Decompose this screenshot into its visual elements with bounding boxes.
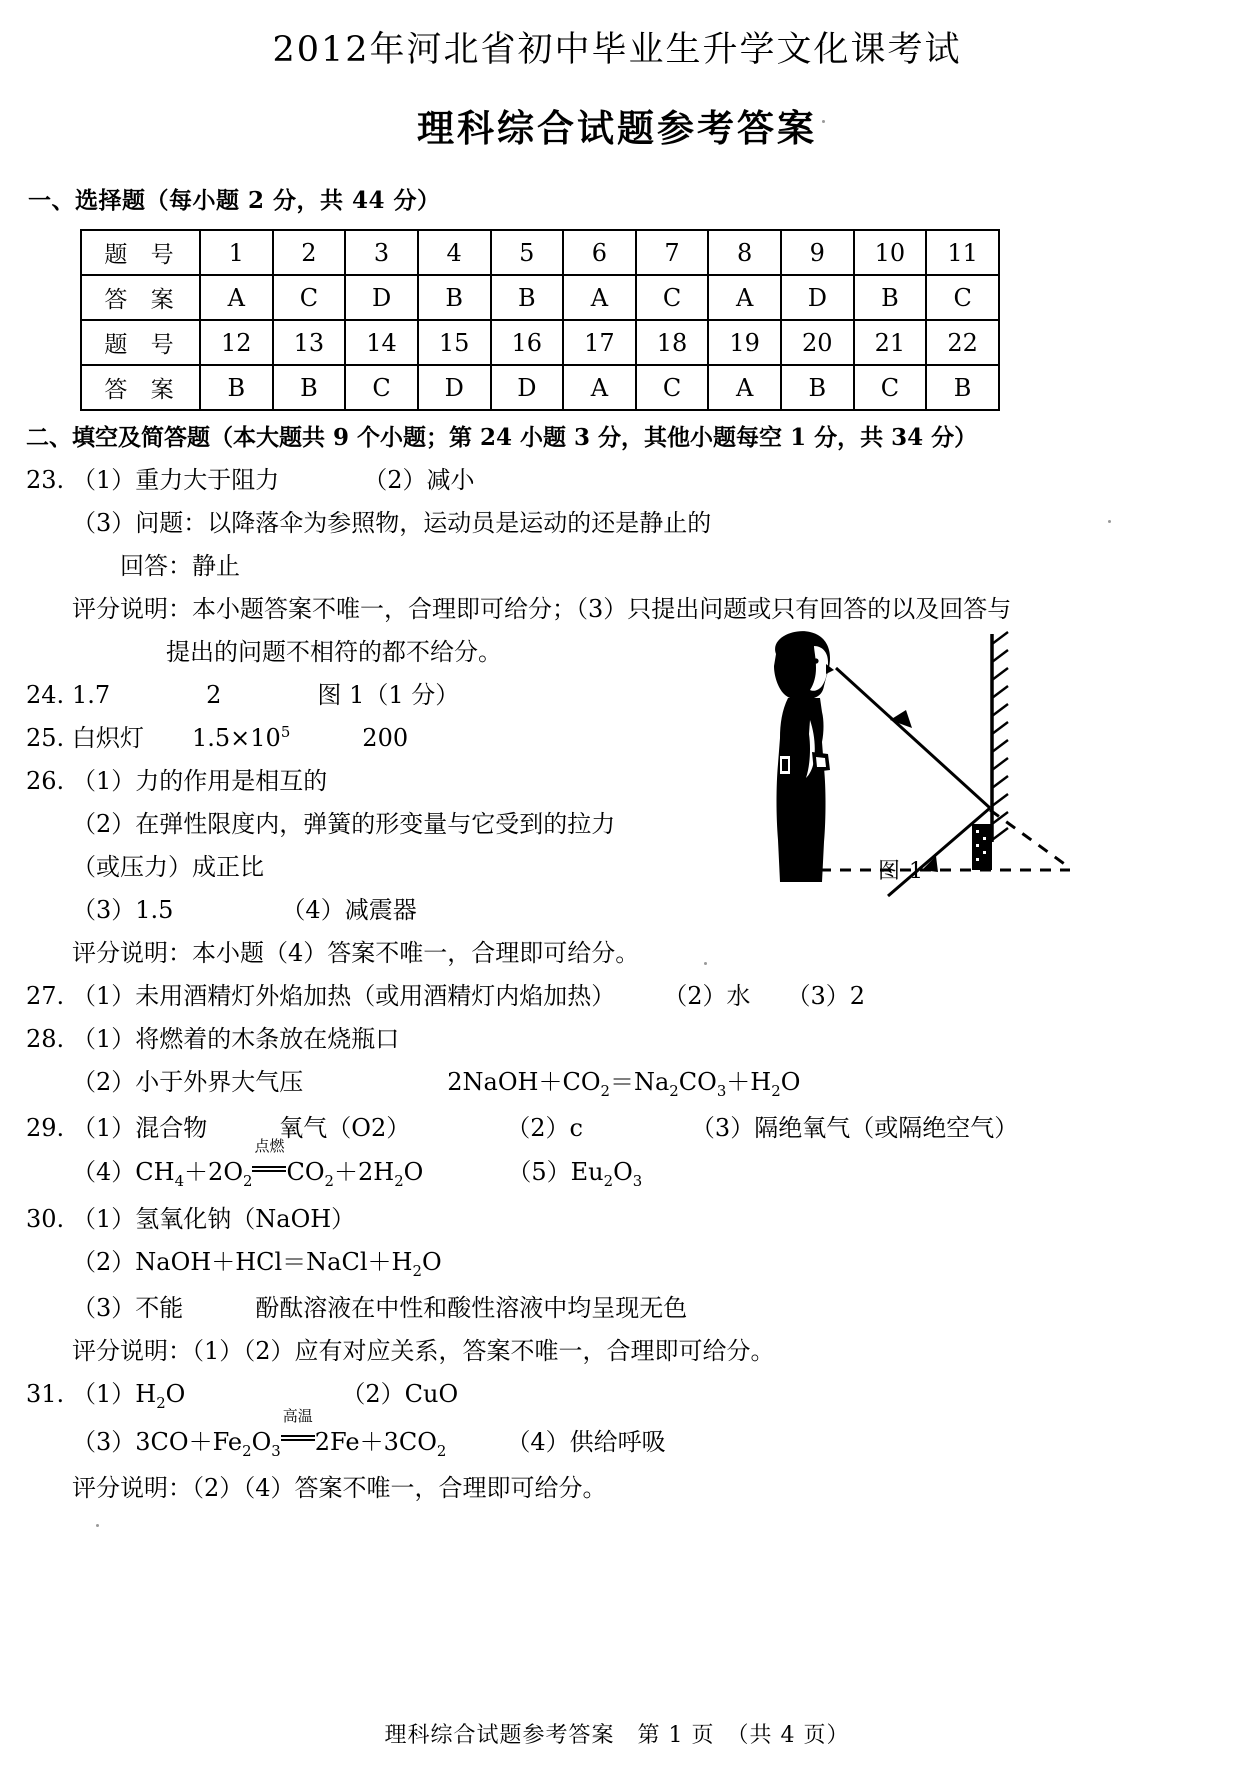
answer-label: （4）供给呼吸: [518, 1427, 666, 1456]
eq-plus: ＋: [184, 1158, 209, 1187]
answer-cell: D: [418, 365, 491, 410]
answer-line-29-4: [72, 1137, 1234, 1191]
answer-label: （2）CuO: [353, 1380, 459, 1409]
table-row: [81, 365, 999, 410]
answer-text: （2）在弹性限度内，弹簧的形变量与它受到的拉力: [72, 810, 616, 838]
answer-label: （3）3CO: [72, 1427, 189, 1456]
question-number: 31.: [26, 1380, 65, 1409]
answer-text: （1）氢氧化钠（NaOH）: [72, 1204, 356, 1233]
eq-part: 2Fe: [314, 1427, 360, 1456]
object-block: [972, 824, 992, 870]
eq-part: O: [165, 1380, 186, 1409]
answer-cell: A: [708, 275, 781, 320]
answer-cell: B: [418, 275, 491, 320]
question-number-cell: 3: [345, 230, 418, 275]
answer-cell: A: [563, 275, 636, 320]
answer-line-23-reply: [120, 551, 1234, 581]
eq-part: O: [780, 1068, 801, 1096]
question-number-cell: 20: [781, 320, 854, 365]
answer-text: （或压力）成正比: [72, 853, 264, 881]
eq-part: O: [251, 1427, 272, 1456]
eq-part: Fe: [212, 1427, 243, 1456]
spacer: [185, 1380, 353, 1408]
multiple-choice-answer-table: [80, 229, 1000, 411]
reaction-condition: 高温: [282, 1406, 313, 1425]
answer-cell: D: [345, 275, 418, 320]
answer-cell: B: [854, 275, 927, 320]
question-number: 23.: [26, 466, 65, 494]
question-number-cell: 22: [926, 320, 999, 365]
question-number-cell: 1: [200, 230, 273, 275]
scan-speck: [96, 1524, 99, 1527]
answer-text: （1）混合物 氧气（O2） （2）c （3）隔绝氧气（或隔绝空气）: [72, 1114, 1019, 1143]
answer-line-29-1: [26, 1113, 1234, 1143]
eq-sub: 2: [412, 1261, 422, 1280]
question-number-cell: 14: [345, 320, 418, 365]
answer-line-28-1: [26, 1024, 1234, 1054]
answer-text: （2）小于外界大气压: [72, 1068, 304, 1096]
answer-label: （4）: [72, 1158, 136, 1187]
answer-text: （3）不能 酚酞溶液在中性和酸性溶液中均呈现无色: [72, 1294, 688, 1323]
figure-1-caption: 图 1: [878, 859, 924, 884]
answer-line-23-3: [72, 508, 1234, 538]
eq-part: H: [391, 1247, 413, 1276]
section-two-heading: 二、填空及简答题（本大题共 9 个小题；第 24 小题 3 分，其他小题每空 1 分，共 34 分）: [26, 424, 978, 451]
scientific-base: 1.5×10: [192, 724, 281, 752]
answer-text: 提出的问题不相符的都不给分。: [166, 638, 502, 666]
eq-sub: 2: [603, 1172, 614, 1191]
row-label-number: 题 号: [81, 230, 200, 275]
eq-equals: ＝: [609, 1068, 634, 1096]
question-number-cell: 6: [563, 230, 636, 275]
answer-text: （1）将燃着的木条放在烧瓶口: [72, 1025, 400, 1053]
answer-cell: D: [491, 365, 564, 410]
question-number-cell: 10: [854, 230, 927, 275]
eq-part: Na: [633, 1068, 670, 1096]
table-row: [81, 320, 999, 365]
answer-text: 1.7 2 图 1（1 分）: [72, 681, 460, 709]
answer-line-23-1: [26, 465, 1234, 495]
question-number-cell: 13: [273, 320, 346, 365]
row-label-answer: 答 案: [81, 275, 200, 320]
eq-part: O: [613, 1158, 633, 1187]
question-number-cell: 9: [781, 230, 854, 275]
grading-note-31: [72, 1473, 1234, 1503]
eq-part: CH: [135, 1158, 175, 1187]
eq-sub: 2: [243, 1172, 253, 1191]
row-label-number: 题 号: [81, 320, 200, 365]
answer-text: 评分说明：（1）（2）应有对应关系，答案不唯一，合理即可给分。: [72, 1337, 775, 1366]
eq-sub: 3: [716, 1081, 727, 1100]
question-number: 25.: [26, 724, 65, 752]
eq-sub: 2: [242, 1441, 252, 1460]
eq-sub: 2: [600, 1081, 610, 1100]
eq-sub: 4: [174, 1172, 185, 1191]
answer-cell: A: [708, 365, 781, 410]
eq-part: CO: [562, 1068, 601, 1096]
answer-line-30-3: [72, 1293, 1234, 1323]
question-number-cell: 15: [418, 320, 491, 365]
question-number-cell: 16: [491, 320, 564, 365]
eq-part: 2NaOH: [447, 1068, 539, 1096]
answer-cell: C: [926, 275, 999, 320]
answer-line-30-2: [72, 1247, 1234, 1280]
mirror-hatching: [992, 632, 1008, 840]
answer-text: 评分说明：本小题（4）答案不唯一，合理即可给分。: [72, 939, 640, 967]
answer-text: （1）重力大于阻力 （2）减小: [72, 466, 475, 494]
question-number-cell: 7: [636, 230, 709, 275]
eq-part: CO: [286, 1158, 325, 1187]
chemical-equation-29: [135, 1137, 424, 1191]
answer-value: 200: [362, 724, 409, 752]
double-line-arrow: [281, 1426, 315, 1450]
scan-speck: [1108, 520, 1111, 523]
answer-cell: C: [636, 365, 709, 410]
eq-sub: 3: [271, 1441, 281, 1460]
answer-line-27: [26, 981, 1234, 1011]
eq-plus: ＋: [333, 1158, 358, 1187]
table-row: [81, 230, 999, 275]
answer-cell: B: [273, 365, 346, 410]
reaction-condition-wrap: [252, 1137, 286, 1187]
eq-sub: 2: [324, 1172, 334, 1191]
answer-label: （5）Eu: [519, 1158, 604, 1187]
answer-cell: D: [781, 275, 854, 320]
eq-sub: 2: [394, 1172, 404, 1191]
reaction-condition-wrap: [281, 1406, 315, 1457]
answer-text: （3）问题：以降落伞为参照物，运动员是运动的还是静止的: [72, 509, 712, 537]
table-row: [81, 275, 999, 320]
question-number-cell: 11: [926, 230, 999, 275]
answer-line-26-3: [72, 895, 1234, 925]
eq-part: 2H: [357, 1158, 395, 1187]
eq-sub: 2: [156, 1393, 166, 1412]
answer-line-31-3: [72, 1406, 1234, 1460]
answer-text: （1）力的作用是相互的: [72, 767, 328, 795]
eq-sub: 2: [771, 1081, 781, 1100]
double-line-arrow: [252, 1156, 286, 1180]
chemical-equation-30: [135, 1247, 441, 1280]
eq-part: 3CO: [383, 1427, 437, 1456]
answer-text: （3）1.5 （4）减震器: [72, 896, 417, 924]
question-number-cell: 18: [636, 320, 709, 365]
scientific-exponent: 5: [280, 723, 291, 741]
scan-speck: [822, 120, 825, 123]
eq-equals: ＝: [282, 1247, 307, 1276]
eq-plus: ＋: [211, 1247, 236, 1276]
eq-plus: ＋: [538, 1068, 563, 1096]
spacer: [446, 1428, 518, 1456]
question-number: 29.: [26, 1114, 65, 1143]
grading-note-23-cont: [166, 637, 1234, 667]
answer-cell: B: [926, 365, 999, 410]
eq-part: NaCl: [306, 1247, 368, 1276]
answer-cell: C: [636, 275, 709, 320]
page-subtitle: 理科综合试题参考答案: [417, 107, 817, 150]
question-number: 24.: [26, 681, 65, 709]
eq-sub: 2: [669, 1081, 679, 1100]
eq-part: HCl: [235, 1247, 283, 1276]
eq-part: 2O: [208, 1158, 243, 1187]
answer-line-31-1: [26, 1379, 1234, 1412]
row-label-answer: 答 案: [81, 365, 200, 410]
question-number: 26.: [26, 767, 65, 795]
question-number: 28.: [26, 1025, 65, 1053]
answer-cell: C: [273, 275, 346, 320]
question-number-cell: 21: [854, 320, 927, 365]
reflected-ray-line: [836, 668, 990, 808]
section-one-heading: 一、选择题（每小题 2 分，共 44 分）: [28, 187, 441, 214]
eq-part: CO: [678, 1068, 717, 1096]
answer-cell: A: [563, 365, 636, 410]
answer-label: （1）H: [72, 1380, 157, 1409]
answer-label: （2）: [72, 1247, 136, 1276]
answer-cell: B: [491, 275, 564, 320]
question-number-cell: 4: [418, 230, 491, 275]
eq-plus: ＋: [188, 1427, 213, 1456]
question-number-cell: 19: [708, 320, 781, 365]
eq-part: O: [421, 1247, 442, 1276]
question-number-cell: 8: [708, 230, 781, 275]
reaction-condition: 点燃: [254, 1137, 285, 1156]
answer-cell: A: [200, 275, 273, 320]
chemical-equation-28: [447, 1067, 800, 1100]
answer-text: 白炽灯: [72, 724, 144, 752]
person-silhouette-icon: [774, 631, 834, 882]
eq-plus: ＋: [367, 1247, 392, 1276]
question-number: 27.: [26, 982, 65, 1010]
eq-part: NaOH: [135, 1247, 212, 1276]
answer-cell: C: [854, 365, 927, 410]
eq-sub: 2: [436, 1441, 447, 1460]
grading-note-26: [72, 938, 1234, 968]
page-footer: 理科综合试题参考答案 第 1 页 （共 4 页）: [384, 1723, 850, 1748]
question-number-cell: 17: [563, 320, 636, 365]
grading-note-23: [72, 594, 1234, 624]
answer-cell: B: [200, 365, 273, 410]
eq-plus: ＋: [359, 1427, 384, 1456]
grading-note-30: [72, 1336, 1234, 1366]
page-title: 2012年河北省初中毕业生升学文化课考试: [272, 30, 962, 70]
answer-cell: B: [781, 365, 854, 410]
question-number: 30.: [26, 1204, 65, 1233]
eq-part: O: [403, 1158, 424, 1187]
answer-line-30-1: [26, 1204, 1234, 1234]
question-number-cell: 12: [200, 320, 273, 365]
answer-value-scientific: [192, 724, 290, 752]
answer-text: 回答：静止: [120, 552, 240, 580]
eq-plus: ＋: [726, 1068, 751, 1096]
virtual-image-ray-dashed: [990, 810, 1070, 868]
scan-speck: [704, 962, 707, 965]
question-number-cell: 5: [491, 230, 564, 275]
answer-text: 评分说明：本小题答案不唯一，合理即可给分；（3）只提出问题或只有回答的以及回答与: [72, 595, 1012, 623]
answer-text: （1）未用酒精灯外焰加热（或用酒精灯内焰加热） （2）水 （3）2: [72, 982, 866, 1010]
eq-sub: 3: [632, 1172, 643, 1191]
answer-text: 评分说明：（2）（4）答案不唯一，合理即可给分。: [72, 1473, 607, 1502]
spacer: [423, 1158, 519, 1186]
eq-part: H: [750, 1068, 772, 1096]
answer-line-28-2: [72, 1067, 1234, 1100]
question-number-cell: 2: [273, 230, 346, 275]
answer-cell: C: [345, 365, 418, 410]
